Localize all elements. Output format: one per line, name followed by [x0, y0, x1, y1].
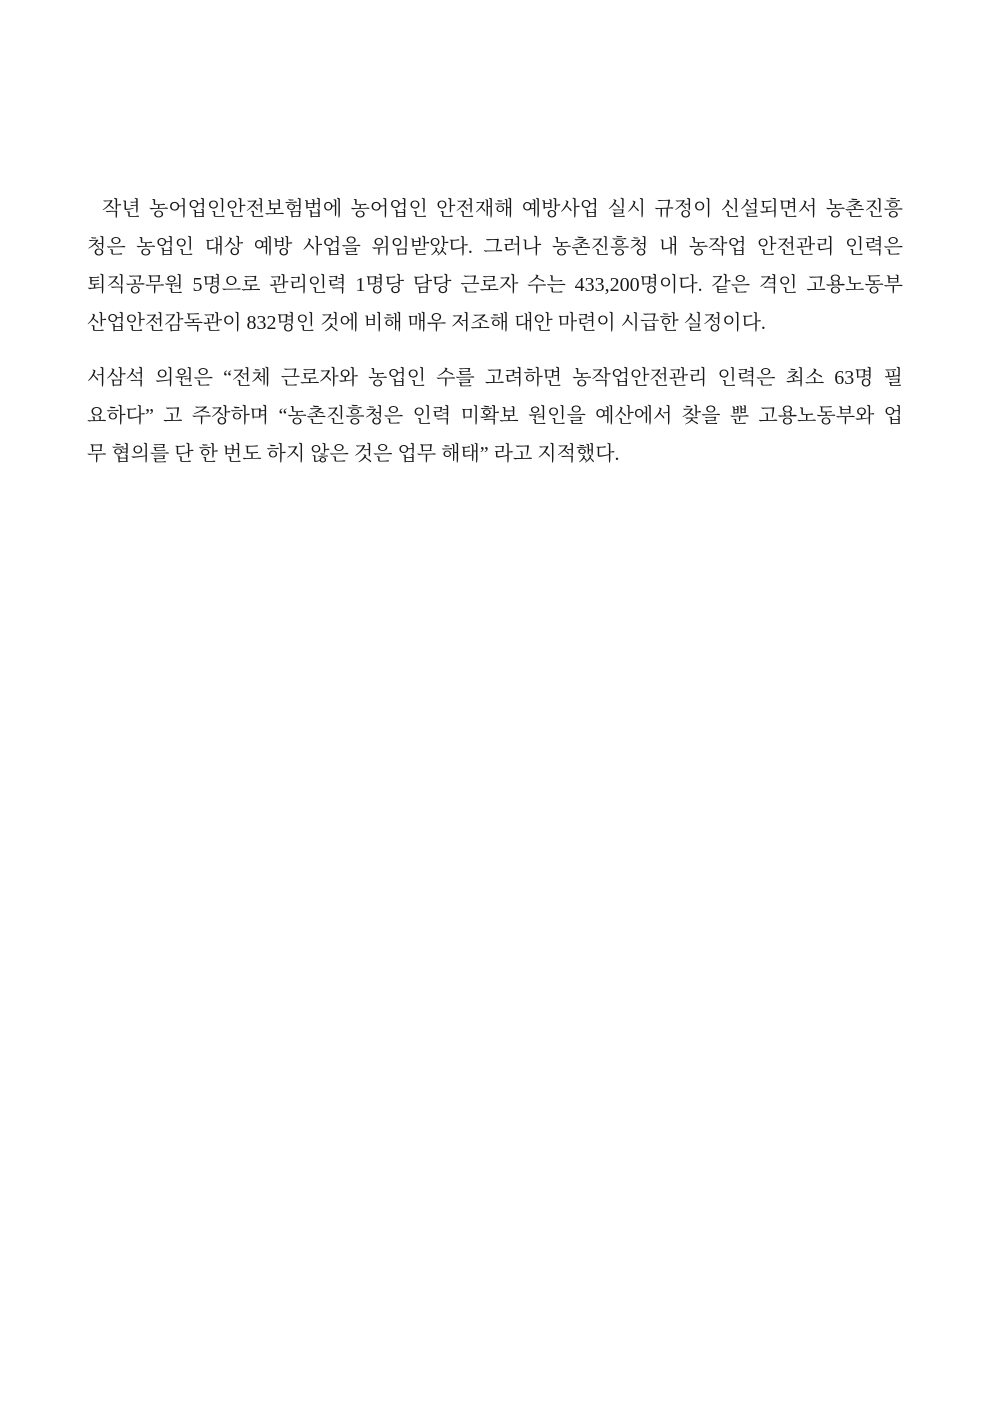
text-line: 서삼석 의원은 “전체 근로자와 농업인 수를 고려하면 농작업안전관리 인력은 최소 63명 필 [87, 367, 903, 389]
text-line: 요하다” 고 주장하며 “농촌진흥청은 인력 미확보 원인을 예산에서 찾을 뿐 고용노동부와 업 [87, 405, 903, 427]
text-line: 청은 농업인 대상 예방 사업을 위임받았다. 그러나 농촌진흥청 내 농작업 안전관리 인력은 [87, 236, 903, 258]
text-line: 무 협의를 단 한 번도 하지 않은 것은 업무 해태” 라고 지적했다. [87, 443, 620, 465]
text-line: 작년 농어업인안전보험법에 농어업인 안전재해 예방사업 실시 규정이 신설되면서 농촌진흥 [102, 198, 903, 220]
paragraph-1 [87, 190, 903, 342]
text-line: 산업안전감독관이 832명인 것에 비해 매우 저조해 대안 마련이 시급한 실정이다. [87, 312, 766, 334]
paragraph-2 [87, 359, 903, 473]
text-line: 퇴직공무원 5명으로 관리인력 1명당 담당 근로자 수는 433,200명이다. 같은 격인 고용노동부 [87, 274, 903, 296]
document-text-block [87, 190, 903, 490]
